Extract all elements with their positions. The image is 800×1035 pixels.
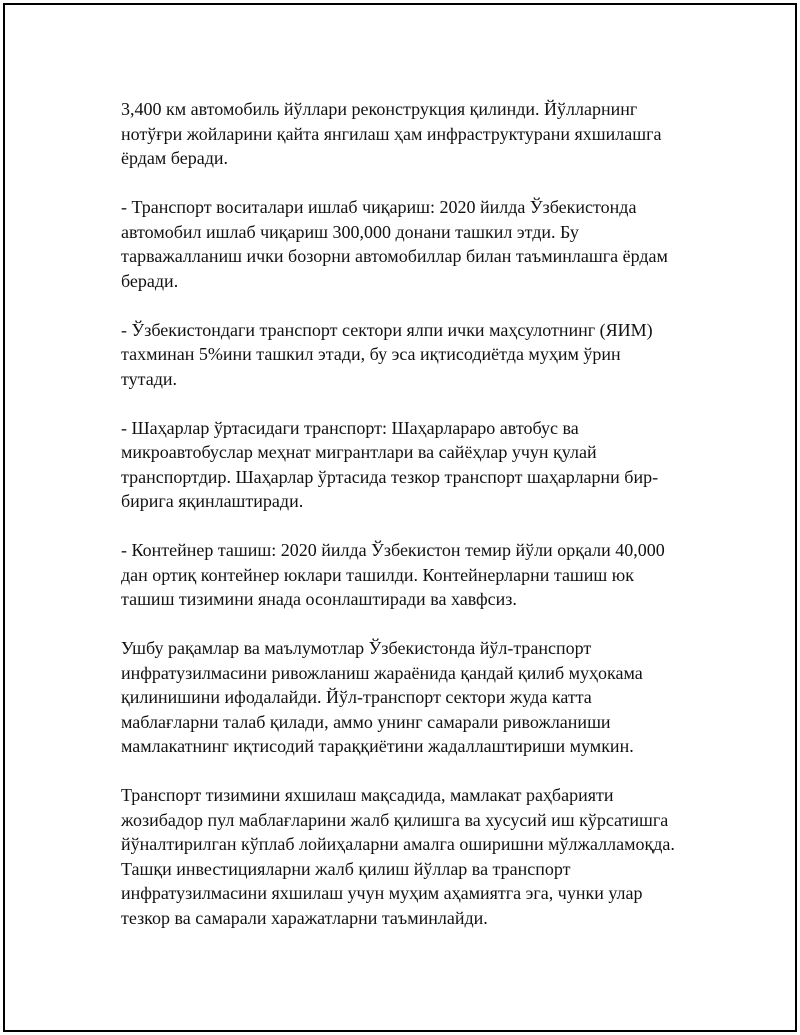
text-line: - Контейнер ташиш: 2020 йилда Ўзбекистон темир йўли орқали 40,000	[121, 540, 665, 560]
paragraph	[121, 538, 721, 612]
text-line: инфратузилмасини ривожланиш жараёнида қандай қилиб муҳокама	[121, 662, 643, 683]
text-line: қилинишини ифодалайди. Йўл-транспорт сектори жуда катта	[121, 687, 592, 707]
text-line: дан ортиқ контейнер юклари ташилди. Контейнерларни ташиш юк	[121, 564, 634, 585]
document-page	[3, 3, 797, 1032]
paragraph	[121, 636, 721, 759]
text-line: нотўғри жойларини қайта янгилаш ҳам инфраструктурани яхшилашга	[121, 123, 662, 144]
text-line: ёрдам беради.	[121, 148, 228, 168]
text-line: Транспорт тизимини яхшилаш мақсадида, мамлакат раҳбарияти	[121, 785, 614, 805]
text-line: мамлакатнинг иқтисодий тараққиётини жадаллаштириши мумкин.	[121, 736, 634, 756]
text-line: тарважалланиш ички бозорни автомобиллар билан таъминлашга ёрдам	[121, 246, 668, 266]
text-line: тутади.	[121, 368, 177, 389]
text-line: - Транспорт воситалари ишлаб чиқариш: 2020 йилда Ўзбекистонда	[121, 197, 637, 217]
text-line: Ташқи инвестицияларни жалб қилиш йўллар ва транспорт	[121, 858, 571, 879]
paragraph	[121, 97, 721, 171]
text-line: тахминан 5%ини ташкил этади, бу эса иқтисодиётда муҳим ўрин	[121, 344, 621, 364]
paragraph	[121, 783, 721, 930]
text-line: инфратузилмасини яхшилаш учун муҳим аҳамиятга эга, чунки улар	[121, 883, 643, 903]
text-line: микроавтобуслар меҳнат мигрантлари ва сайёҳлар учун қулай	[121, 442, 597, 462]
text-line: тезкор ва самарали харажатларни таъминлайди.	[121, 907, 488, 928]
text-line: йўналтирилган кўплаб лойиҳаларни амалга оширишни мўлжалламоқда.	[121, 834, 675, 854]
text-line: маблағларни талаб қилади, аммо унинг самарали ривожланиши	[121, 711, 611, 732]
paragraph	[121, 195, 721, 293]
text-line: беради.	[121, 270, 179, 291]
text-line: бирига яқинлаштиради.	[121, 491, 304, 511]
paragraph	[121, 318, 721, 392]
text-line: 3,400 км автомобиль йўллари реконструкция қилинди. Йўлларнинг	[121, 99, 638, 119]
text-line: - Шаҳарлар ўртасидаги транспорт: Шаҳарлараро автобус ва	[121, 417, 579, 438]
paragraph	[121, 416, 721, 514]
text-line: Ушбу рақамлар ва маълумотлар Ўзбекистонда йўл-транспорт	[121, 638, 592, 658]
text-line: автомобил ишлаб чиқариш 300,000 донани ташкил этди. Бу	[121, 221, 579, 242]
text-line: жозибадор пул маблағларини жалб қилишга ва хусусий иш кўрсатишга	[121, 809, 669, 830]
text-line: ташиш тизимини янада осонлаштиради ва хавфсиз.	[121, 589, 517, 609]
document-body	[121, 97, 721, 955]
text-line: транспортдир. Шаҳарлар ўртасида тезкор транспорт шаҳарларни бир-	[121, 466, 659, 487]
text-line: - Ўзбекистондаги транспорт сектори ялпи ички маҳсулотнинг (ЯИМ)	[121, 319, 653, 340]
